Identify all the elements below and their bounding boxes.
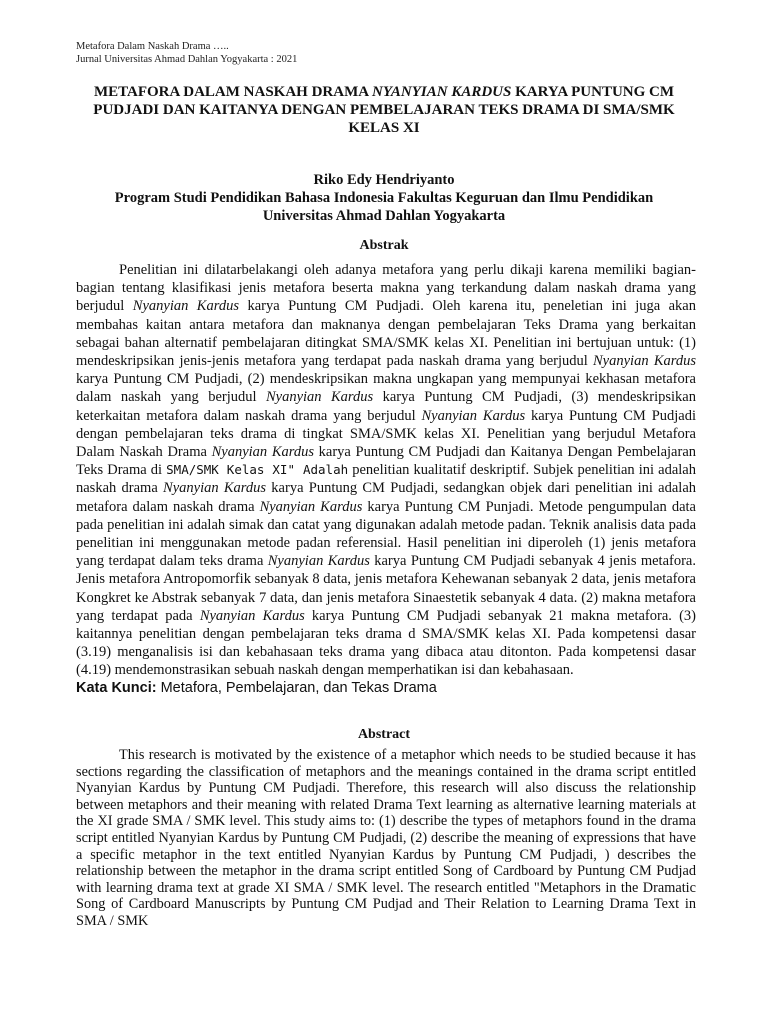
running-header-journal: Jurnal Universitas Ahmad Dahlan Yogyakarta : 2021 bbox=[76, 54, 298, 65]
abstrak-body bbox=[76, 261, 696, 680]
abstract-body bbox=[76, 747, 696, 930]
abstrak-italic: Nyanyian Kardus bbox=[259, 498, 363, 515]
abstract-heading: Abstract bbox=[357, 727, 411, 742]
author-affiliation: Program Studi Pendidikan Bahasa Indonesia Fakultas Keguruan dan Ilmu Pendidikan bbox=[114, 190, 654, 206]
abstrak-text: karya Puntung CM Pudjadi, sedangkan objek dari penelitian ini adalah metafora dalam naskah drama bbox=[76, 480, 697, 515]
paper-title bbox=[70, 83, 698, 137]
author-university: Universitas Ahmad Dahlan Yogyakarta bbox=[262, 208, 506, 224]
title-part-1: METAFORA DALAM NASKAH DRAMA bbox=[93, 84, 373, 100]
abstrak-text: Penelitian ini dilatarbelakangi oleh adanya metafora yang perlu dikaji karena memiliki bagian-bagian tentang klasifikasi jenis metafora beserta makna yang terkandung dalam naskah drama yang berjudul bbox=[76, 262, 696, 315]
title-italic: NYANYIAN KARDUS bbox=[372, 84, 512, 100]
abstrak-text: karya Puntung CM Pudjadi dengan pembelajaran teks drama di tingkat SMA/SMK kelas XI. Penelitian yang berjudul Metafora Dalam Naskah Drama bbox=[76, 407, 696, 461]
abstrak-text: karya Puntung CM Pudjadi. Oleh karena itu, peneletian ini juga akan membahas kaitan antara metafora dan maknanya dengan pembelajaran Teks Drama yang berkaitan sebagai bahan alternatif pembelajaran ditingkat SMA/SMK kelas XI. Penelitian ini bertujuan untuk: (1) mendeskripsikan jenis-jenis metafora yang terdapat pada naskah drama yang berjudul bbox=[76, 298, 696, 370]
author-block bbox=[70, 171, 698, 225]
abstrak-text: karya Puntung CM Pudjadi sebanyak 21 makna metafora. (3) kaitannya penelitian dengan pembelajaran teks drama d SMA/SMK kelas XI. Pada kompetensi dasar (3.19) menganalisis isi dan kebahasaan teks drama yang dibaca atau ditonton. Pada kompetensi dasar (4.19) mendemonstrasikan sebuah naskah dengan memperhatikan isi dan kebahasaan. bbox=[76, 607, 696, 679]
abstrak-text: karya Puntung CM Pudjadi dan Kaitanya Dengan Pembelajaran Teks Drama di bbox=[76, 444, 696, 479]
abstrak-italic: Nyanyian Kardus bbox=[421, 407, 526, 424]
abstrak-heading: Abstrak bbox=[359, 238, 409, 253]
abstrak-text: karya Puntung CM Pudjadi, (2) mendeskripsikan makna ungkapan yang mempunyai kekhasan metafora dalam naskah yang berjudul bbox=[76, 371, 696, 406]
author-name: Riko Edy Hendriyanto bbox=[313, 172, 455, 188]
abstrak-text: karya Puntung CM Punjadi. Metode pengumpulan data pada penelitian ini adalah simak dan catat yang digunakan adalah metode padan. Teknik analisis data pada penelitian ini menggunakan metode padan referensial. Hasil penelitian ini diperoleh (1) jenis metafora yang terdapat dalam teks drama bbox=[76, 498, 696, 570]
abstrak-italic: Nyanyian Kardus bbox=[267, 553, 370, 570]
abstrak-italic: Nyanyian Kardus bbox=[132, 298, 239, 315]
running-header-title: Metafora Dalam Naskah Drama ….. bbox=[76, 41, 229, 52]
abstrak-text: karya Puntung CM Pudjadi, (3) mendeskripsikan keterkaitan metafora dalam naskah drama yang berjudul bbox=[76, 389, 696, 424]
abstrak-italic: Nyanyian Kardus bbox=[199, 607, 305, 624]
running-header bbox=[76, 40, 297, 66]
abstrak-paragraph bbox=[76, 261, 696, 680]
abstrak-italic: Nyanyian Kardus bbox=[163, 480, 267, 497]
abstrak-italic: Nyanyian Kardus bbox=[593, 353, 696, 370]
abstrak-italic: Nyanyian Kardus bbox=[211, 444, 314, 461]
abstract-paragraph: This research is motivated by the existence of a metaphor which needs to be studied because it has sections regarding the classification of metaphors and the meanings contained in the drama script entitled Nyanyian Kardus by Puntung CM Pudjadi. Therefore, this research will also discuss the relationship between metaphors and their meaning with related Drama Text learning as alternative learning materials at the XI grade SMA / SMK level. This study aims to: (1) describe the types of metaphors found in the drama script entitled Nyanyian Kardus by Puntung CM Pudjadi, (2) describe the meaning of expressions that have a specific metaphor in the text entitled Nyanyian Kardus by Puntung CM Pudjadi, ) describes the relationship between the metaphor in the drama script entitled Song of Cardboard by Puntung CM Pudjad with learning drama text at grade XI SMA / SMK level. The research entitled "Metaphors in the Dramatic Song of Cardboard Manuscripts by Puntung CM Pudjad and Their Relation to Learning Drama Text in SMA / SMK bbox=[76, 747, 696, 929]
keywords-label: Kata Kunci: bbox=[76, 680, 157, 696]
abstrak-italic: Nyanyian Kardus bbox=[265, 389, 374, 406]
abstrak-text: karya Puntung CM Pudjadi sebanyak 4 jenis metafora. Jenis metafora Antropomorfik sebanyak 8 data, jenis metafora Kehewanan sebanyak 2 data, jenis metafora Kongkret ke Abstrak sebanyak 7 data, dan jenis metafora Sinaestetik sebanyak 4 data. (2) makna metafora yang terdapat pada bbox=[76, 553, 696, 624]
title-part-2: KARYA PUNTUNG CM PUDJADI DAN KAITANYA DENGAN PEMBELAJARAN TEKS DRAMA DI SMA/SMK KELAS XI bbox=[93, 84, 675, 136]
abstrak-monospace-text: SMA/SMK Kelas XI" Adalah bbox=[166, 462, 349, 478]
keywords-value: Metafora, Pembelajaran, dan Tekas Drama bbox=[156, 680, 437, 696]
keywords-line bbox=[76, 679, 437, 697]
abstrak-text: penelitian kualitatif deskriptif. Subjek penelitian ini adalah naskah drama bbox=[76, 462, 696, 497]
